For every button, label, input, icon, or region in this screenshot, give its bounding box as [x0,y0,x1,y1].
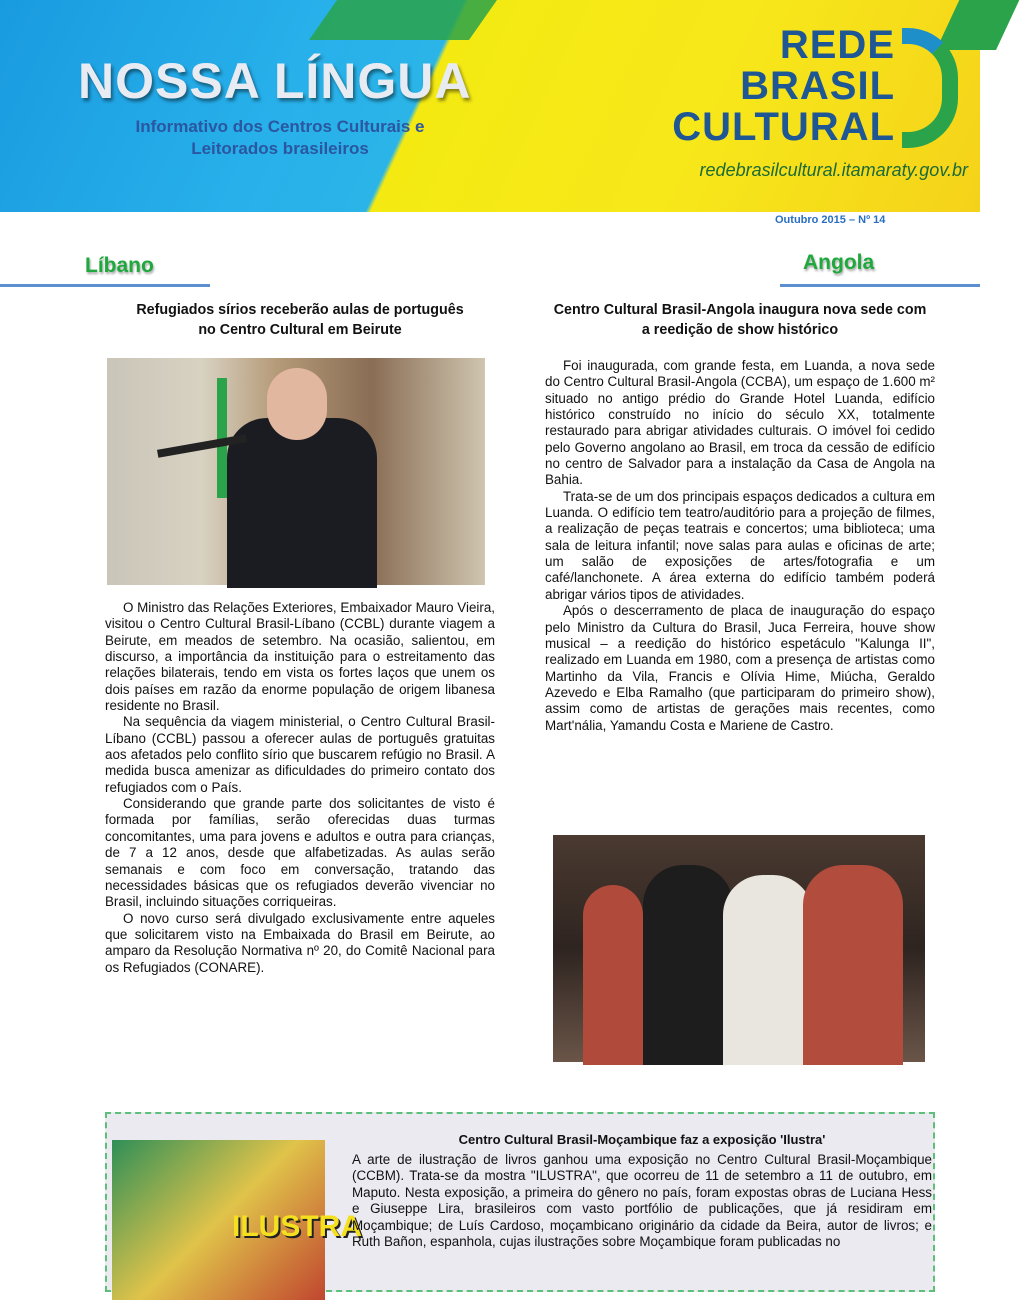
photo-minister-speech [107,358,485,585]
newsletter-title: NOSSA LÍNGUA [78,53,472,109]
section-heading-angola: Angola [803,251,875,274]
masthead-banner [0,0,980,212]
subtitle-line: Leitorados brasileiros [191,139,369,158]
section-heading-libano: Líbano [85,254,154,277]
article-headline: Centro Cultural Brasil-Angola inaugura nova sede com a reedição de show histórico [553,302,927,338]
logo-line: CULTURAL [672,105,895,149]
article-paragraph: Após o descerramento de placa de inauguração do espaço pelo Ministro da Cultura do Brasil, Juca Ferreira, houve show musical – a reedição do histórico espetáculo "Kalunga II", realizado em Luanda em 1980, com a presença de artistas como Martinho da Vila, Francis e Olívia Hime, Miúcha, Geraldo Azevedo e Elba Ramalho (que participaram do primeiro show), assim como de artistas de gerações mais recentes, como Mart'nália, Yamandu Costa e Mariene de Castro. [545,603,935,733]
article-paragraph: Na sequência da viagem ministerial, o Centro Cultural Brasil-Líbano (CCBL) passou a oferecer aulas de português gratuitas aos afetados pelo conflito sírio que buscarem refúgio no Brasil. A medida busca amenizar as dificuldades do primeiro contato dos refugiados com o País. [105,714,495,795]
subtitle-line: Informativo dos Centros Culturais e [135,117,425,136]
section-divider [780,284,980,287]
feature-text: A arte de ilustração de livros ganhou uma exposição no Centro Cultural Brasil-Moçambique (CCBM). Trata-se da mostra "ILUSTRA", que ocorreu de 11 de setembro a 11 de outubro, em Maputo. Nesta exposição, a primeira do gênero no país, foram expostas obras de Luciana Hess e Giuseppe Lira, brasileiros com vasto portfólio de publicações, que já residiram em Moçambique; de Luís Cardoso, moçambicano originário da cidade da Beira, autor de livros; e Ruth Bañon, espanhola, cujas ilustrações sobre Moçambique foram publicadas no [352,1152,932,1250]
rede-brasil-cultural-logo [672,25,895,148]
poster-title: ILUSTRA [232,1210,362,1243]
article-paragraph: Considerando que grande parte dos solicitantes de visto é formada por famílias, serão oferecidas duas turmas concomitantes, uma para jovens e adultos e outra para crianças, de 7 a 12 anos, desde que alfabetizadas. As aulas serão semanais e com foco em conversação, tratando das necessidades básicas que os refugiados deverão vivenciar no Brasil, incluindo situações corriqueiras. [105,796,495,910]
article-paragraph: Trata-se de um dos principais espaços dedicados a cultura em Luanda. O edifício tem teatro/auditório para a projeção de filmes, a realização de peças teatrais e concertos; uma biblioteca; uma sala de leitura infantil; nove salas para aulas e oficinas de arte; um salão de exposições de artes/fotografia e um café/lanchonete. A área externa do edifício também poderá abrigar vários tipos de atividades. [545,488,935,602]
website-url[interactable]: redebrasilcultural.itamaraty.gov.br [699,160,968,180]
issue-date: Outubro 2015 – Nº 14 [775,214,886,226]
logo-line: REDE [779,23,895,67]
article-paragraph: Foi inaugurada, com grande festa, em Luanda, a nova sede do Centro Cultural Brasil-Angola (CCBA), um espaço de 1.600 m² situado no antigo prédio do Grande Hotel Luanda, edifício histórico construído no início do século XX, totalmente restaurado para abrigar atividades culturais. O imóvel foi cedido pelo Governo angolano ao Brasil, em troca da cessão de edifício no centro de Salvador para a instalação da Casa de Angola na Bahia. [545,358,935,488]
article-headline: Refugiados sírios receberão aulas de português no Centro Cultural em Beirute [136,302,464,338]
newsletter-subtitle [80,116,480,160]
feature-headline: Centro Cultural Brasil-Moçambique faz a exposição 'Ilustra' [458,1132,826,1147]
article-paragraph: O Ministro das Relações Exteriores, Embaixador Mauro Vieira, visitou o Centro Cultural Brasil-Líbano (CCBL) durante viagem a Beirute, em meados de setembro. Na ocasião, salientou, em discurso, a importância da instituição para o estreitamento das relações bilaterais, tendo em vista os fortes laços que unem os dois países em razão da enorme população de origem libanesa residente no Brasil. [105,600,495,714]
article-paragraph: O novo curso será divulgado exclusivamente entre aqueles que solicitarem visto na Embaixada do Brasil em Beirute, ao amparo da Resolução Normativa nº 20, do Comitê Nacional para os Refugiados (CONARE). [105,910,495,975]
article-angola [545,300,935,734]
photo-concert-performers [553,835,925,1062]
mocambique-feature-box [105,1112,935,1292]
ilustra-poster [112,1140,362,1300]
logo-line: BRASIL [740,64,895,108]
section-divider [0,284,210,287]
